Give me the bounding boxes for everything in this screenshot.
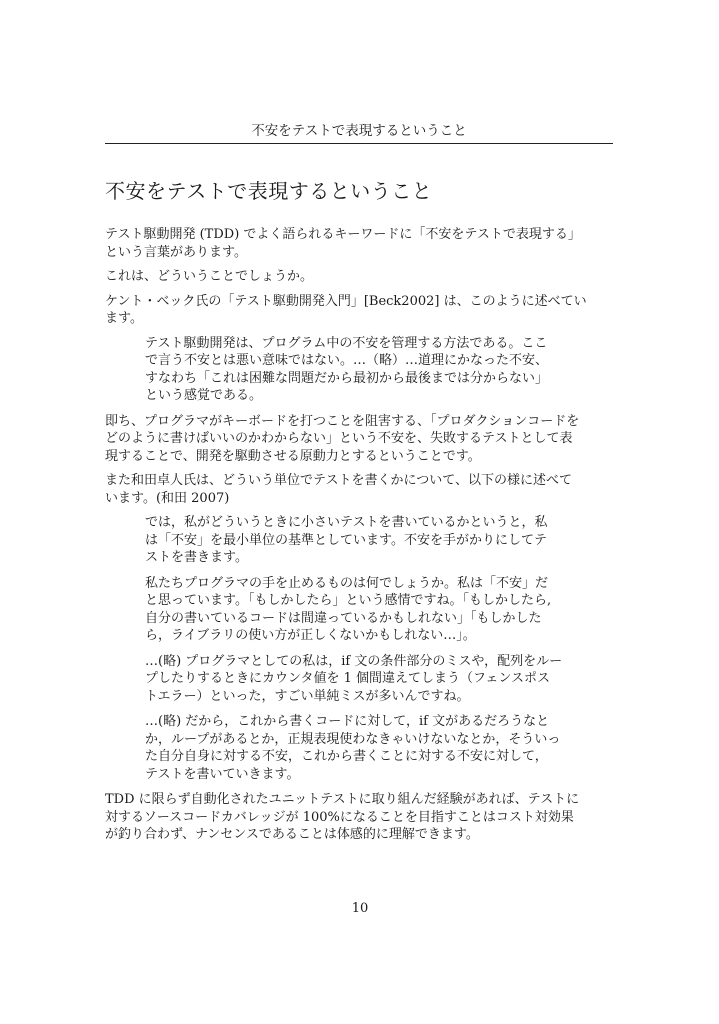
text-line: か，ループがあるとか，正規表現使わなきゃいけないなとか，そういっ <box>145 731 561 747</box>
text-line: トエラー）といった，すごい単純ミスが多いんですね。 <box>145 688 470 704</box>
text-line: これは、どういうことでしょうか。 <box>105 269 314 284</box>
body-text <box>105 226 615 851</box>
paragraph <box>105 268 615 286</box>
text-line: …(略) プログラマとしての私は，if 文の条件部分のミスや，配列をルー <box>145 653 563 669</box>
quote-paragraph <box>145 575 585 645</box>
paragraph <box>105 226 615 261</box>
text-line: が釣り合わず、ナンセンスであることは体感的に理解できます。 <box>105 827 479 842</box>
text-line: テストを書いていきます。 <box>145 766 300 782</box>
blockquote-beck <box>145 335 585 405</box>
text-line: …(略) だから，これから書くコードに対して，if 文があるだろうなと <box>145 714 550 729</box>
text-line: は「不安」を最小単位の基準としています。不安を手がかりにしてテ <box>145 532 547 548</box>
text-line: ケント・ベック氏の「テスト駆動開発入門」[Beck2002] は、このように述べてい <box>105 293 587 309</box>
text-line: 現することで、開発を駆動させる原動力とするということです。 <box>105 448 481 464</box>
paragraph <box>105 293 615 328</box>
text-line: TDD に限らず自動化されたユニットテストに取り組んだ経験があれば、テストに <box>105 792 580 807</box>
text-line: ストを書きます。 <box>145 550 248 565</box>
text-line: います。(和田 2007) <box>105 490 230 506</box>
section-title: 不安をテストで表現するということ <box>105 179 433 203</box>
text-line: 対するソースコードカバレッジが 100%になることを目指すことはコスト対効果 <box>105 809 574 825</box>
quote-paragraph <box>145 514 585 567</box>
text-line: テスト駆動開発は、プログラム中の不安を管理する方法である。ここ <box>145 335 548 351</box>
text-line: また和田卓人氏は、どういう単位でテストを書くかについて、以下の様に述べて <box>105 473 572 488</box>
text-line: ます。 <box>105 311 143 326</box>
text-line: テスト駆動開発 (TDD) でよく語られるキーワードに「不安をテストで表現する」 <box>105 227 581 242</box>
text-line: という言葉があります。 <box>105 244 247 260</box>
text-line: で言う不安とは悪い意味ではない。…（略）…道理にかなった不安、 <box>145 353 549 368</box>
paragraph <box>105 791 615 844</box>
text-line: と思っています。「もしかしたら」という感情ですね。「もしかしたら, <box>145 593 552 608</box>
page-number: 10 <box>351 901 369 916</box>
blockquote-wada <box>145 514 585 783</box>
running-header: 不安をテストで表現するということ <box>105 122 613 144</box>
text-line: ら，ライブラリの使い方が正しくないかもしれない…」。 <box>145 628 476 643</box>
quote-paragraph <box>145 713 585 783</box>
text-line: プしたりするときにカウンタ値を 1 個間違えてしまう（フェンスポス <box>145 671 550 686</box>
text-line: という感覚である。 <box>145 388 263 403</box>
text-line: すなわち「これは困難な問題だから最初から最後までは分からない」 <box>145 370 549 386</box>
quote-paragraph <box>145 335 585 405</box>
paragraph <box>105 413 615 466</box>
text-line: では，私がどういうときに小さいテストを書いているかというと，私 <box>145 515 548 530</box>
quote-paragraph <box>145 653 585 706</box>
text-line: 私たちプログラマの手を止めるものは何でしょうか。私は「不安」だ <box>145 575 549 591</box>
text-line: 即ち、プログラマがキーボードを打つことを阻害する、「プロダクションコードを <box>105 413 580 429</box>
text-line: どのように書けばいいのかわからない」という不安を、失敗するテストとして表 <box>105 431 573 446</box>
paragraph <box>105 472 615 507</box>
text-line: た自分自身に対する不安，これから書くことに対する不安に対して， <box>145 749 548 764</box>
text-line: 自分の書いているコードは間違っているかもしれない」「もしかした <box>145 610 542 626</box>
